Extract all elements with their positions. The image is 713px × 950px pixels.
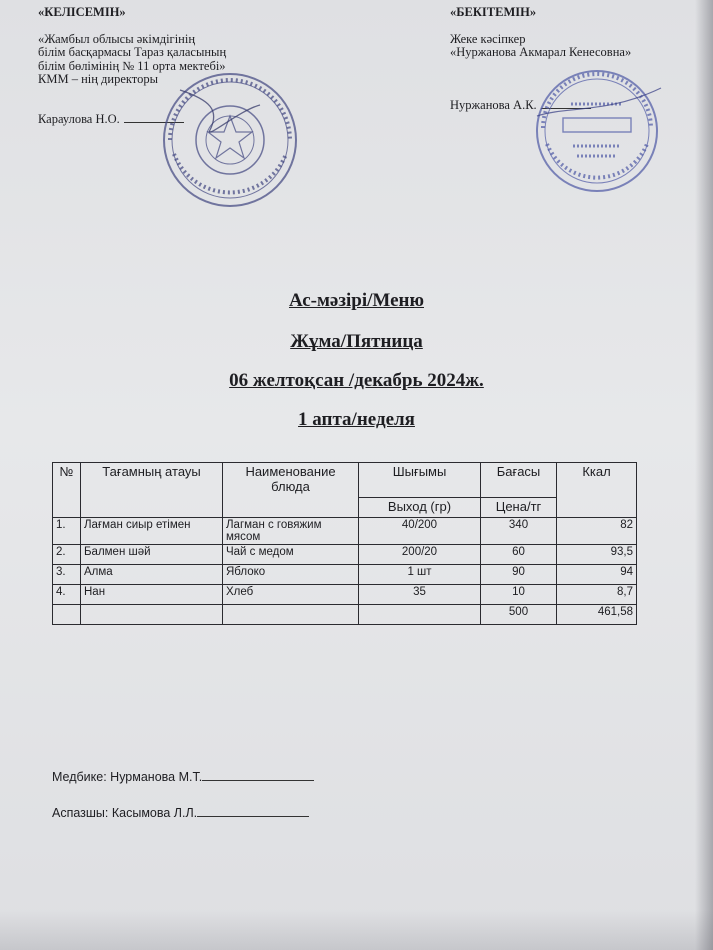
date-title: 06 желтоқсан /декабрь 2024ж.	[229, 370, 484, 391]
signer-name-right: Нуржанова А.К.	[450, 97, 537, 112]
approval-title-right: «БЕКІТЕМІН»	[450, 5, 537, 19]
entrepreneur-line: Жеке кәсіпкер	[450, 31, 526, 46]
page-bottom-shadow	[0, 910, 713, 950]
cell-name-ru: Яблоко	[223, 565, 359, 585]
cell-price: 60	[481, 545, 557, 565]
org-line: білім басқармасы Тараз қаласының	[38, 45, 227, 59]
org-line: білім бөлімінің № 11 орта мектебі»	[38, 58, 226, 73]
cell-num: 1.	[53, 518, 81, 545]
menu-title: Ас-мәзірі/Меню	[288, 290, 424, 311]
cell-kcal: 82	[557, 518, 637, 545]
cell-num: 2.	[53, 545, 81, 565]
header-name-kz: Тағамның атауы	[81, 463, 223, 518]
org-line: «Жамбыл облысы әкімдігінің	[38, 31, 196, 46]
total-price: 500	[481, 605, 557, 625]
table-row	[53, 565, 637, 585]
cell-name-ru: Лагман с говяжим мясом	[223, 518, 359, 545]
week-title: 1 апта/неделя	[298, 409, 415, 430]
org-line: КММ – нің директоры	[38, 72, 158, 86]
cell-price: 10	[481, 585, 557, 605]
cell-kcal: 94	[557, 565, 637, 585]
cell-price: 90	[481, 565, 557, 585]
signature-blank	[202, 770, 314, 781]
header-kcal: Ккал	[557, 463, 637, 518]
cell-kcal: 93,5	[557, 545, 637, 565]
cell-name-ru: Хлеб	[223, 585, 359, 605]
cell-name-ru: Чай с медом	[223, 545, 359, 565]
round-stamp-left-icon	[150, 70, 310, 210]
signer-name-left: Караулова Н.О.	[38, 111, 120, 126]
header-name-ru: Наименование блюда	[223, 463, 359, 518]
total-kcal: 461,58	[557, 605, 637, 625]
table-row	[53, 585, 637, 605]
header-output-ru: Выход (гр)	[359, 498, 481, 518]
nurse-name: Медбике: Нурманова М.Т.	[52, 770, 203, 784]
cell-output: 200/20	[359, 545, 481, 565]
approval-title-left: «КЕЛІСЕМІН»	[38, 5, 126, 19]
table-row	[53, 545, 637, 565]
page-edge-shadow	[695, 0, 713, 950]
header-price-kz: Бағасы	[481, 463, 557, 498]
cell-output: 40/200	[359, 518, 481, 545]
cell-num: 4.	[53, 585, 81, 605]
signature-blank	[197, 806, 309, 817]
table-row	[53, 518, 637, 545]
cook-name: Аспазшы: Касымова Л.Л.	[52, 806, 198, 820]
cook-signature	[52, 806, 309, 820]
cell-name-kz: Балмен шәй	[81, 545, 223, 565]
cell-name-kz: Лағман сиыр етімен	[81, 518, 223, 545]
cell-output: 35	[359, 585, 481, 605]
cell-name-kz: Алма	[81, 565, 223, 585]
entrepreneur-line: «Нуржанова Акмарал Кенесовна»	[450, 45, 632, 59]
menu-table	[52, 462, 637, 625]
header-output-kz: Шығымы	[359, 463, 481, 498]
round-stamp-right-icon	[527, 66, 667, 196]
cell-price: 340	[481, 518, 557, 545]
cell-num: 3.	[53, 565, 81, 585]
header-num: №	[53, 463, 81, 518]
cell-output: 1 шт	[359, 565, 481, 585]
nurse-signature	[52, 770, 314, 784]
weekday-title: Жұма/Пятница	[290, 331, 423, 352]
cell-kcal: 8,7	[557, 585, 637, 605]
header-price-ru: Цена/тг	[481, 498, 557, 518]
table-total-row	[53, 605, 637, 625]
table-header-row	[53, 463, 637, 498]
cell-name-kz: Нан	[81, 585, 223, 605]
